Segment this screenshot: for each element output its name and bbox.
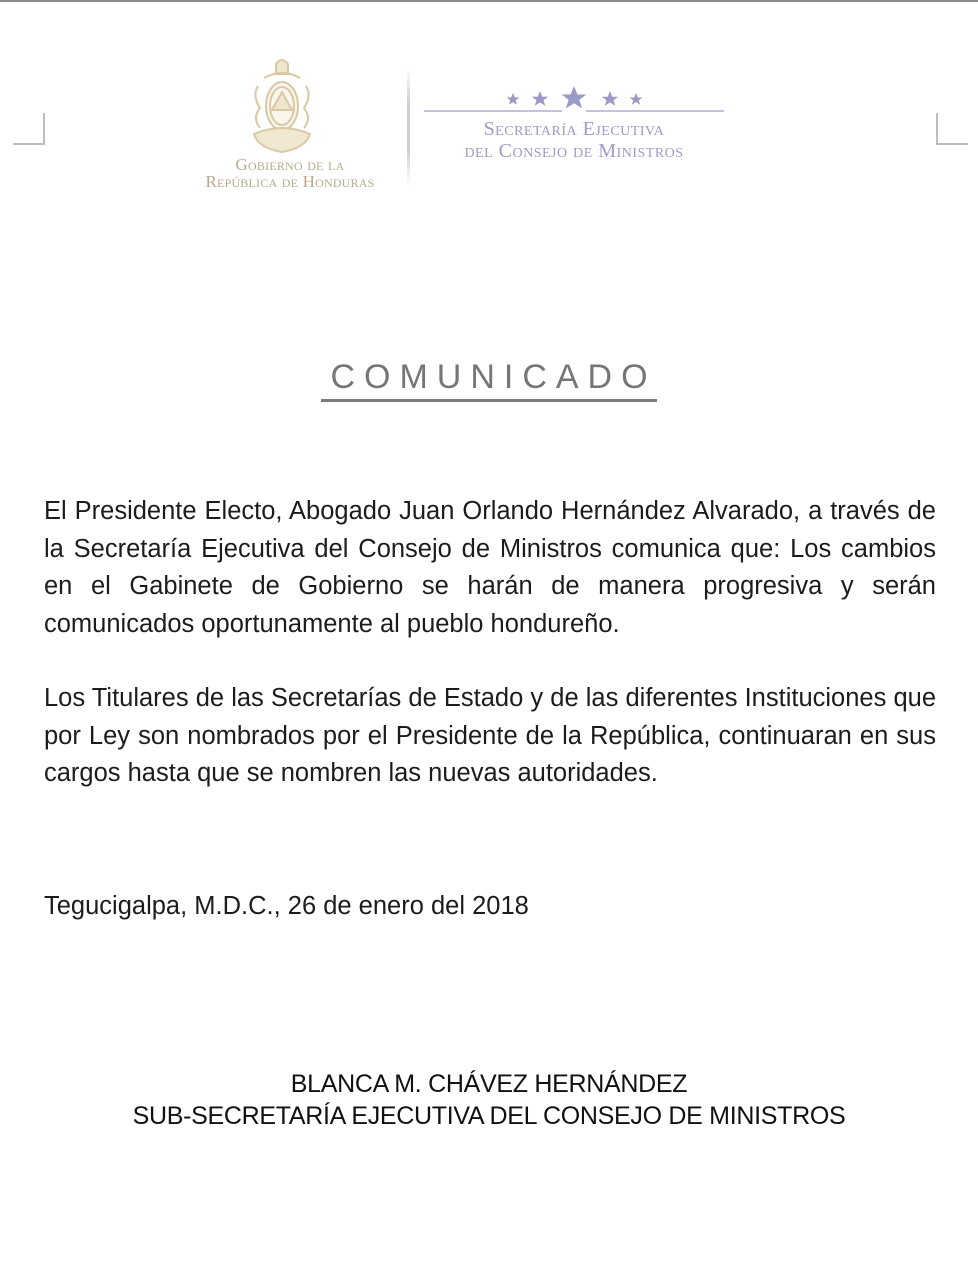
signatory-name: BLANCA M. CHÁVEZ HERNÁNDEZ	[290, 1070, 688, 1098]
signature-block	[0, 1068, 978, 1132]
secretariat-name	[424, 118, 724, 162]
page-top-border	[0, 0, 978, 2]
body-paragraph-2: Los Titulares de las Secretarías de Estado y de las diferentes Instituciones que por Ley son nombrados por el Presidente de la República, continuaran en sus cargos hasta que se nombren las nuevas autoridades.	[44, 684, 936, 787]
government-name	[190, 156, 390, 190]
secretariat-name-line2: del Consejo de Ministros	[464, 140, 684, 162]
star-icon	[630, 93, 643, 105]
signatory-position: SUB-SECRETARÍA EJECUTIVA DEL CONSEJO DE MINISTROS	[132, 1102, 846, 1130]
star-icon	[507, 93, 520, 105]
letterhead	[190, 52, 750, 202]
government-name-line2: República de Honduras	[205, 172, 375, 191]
crop-mark-left	[13, 113, 45, 145]
secretariat-name-line1: Secretaría Ejecutiva	[483, 118, 665, 140]
document-title-wrap	[0, 358, 978, 402]
dateline: Tegucigalpa, M.D.C., 26 de enero del 2018	[44, 892, 529, 920]
five-stars-icon	[424, 84, 724, 112]
body-paragraph-1: El Presidente Electo, Abogado Juan Orlando Hernández Alvarado, a través de la Secretaría Ejecutiva del Consejo de Ministros comunica que: Los cambios en el Gabinete de Gobierno se harán de manera progresiva y serán comunicados oportunamente al pueblo hondureño.	[44, 497, 936, 638]
document-title: COMUNICADO	[321, 358, 656, 402]
star-icon	[562, 86, 587, 108]
crop-mark-right	[936, 113, 968, 145]
government-name-line1: Gobierno de la	[235, 155, 345, 174]
star-icon	[602, 91, 618, 106]
honduras-coat-of-arms-icon	[246, 56, 318, 156]
logo-divider	[407, 68, 410, 186]
star-icon	[532, 91, 548, 106]
